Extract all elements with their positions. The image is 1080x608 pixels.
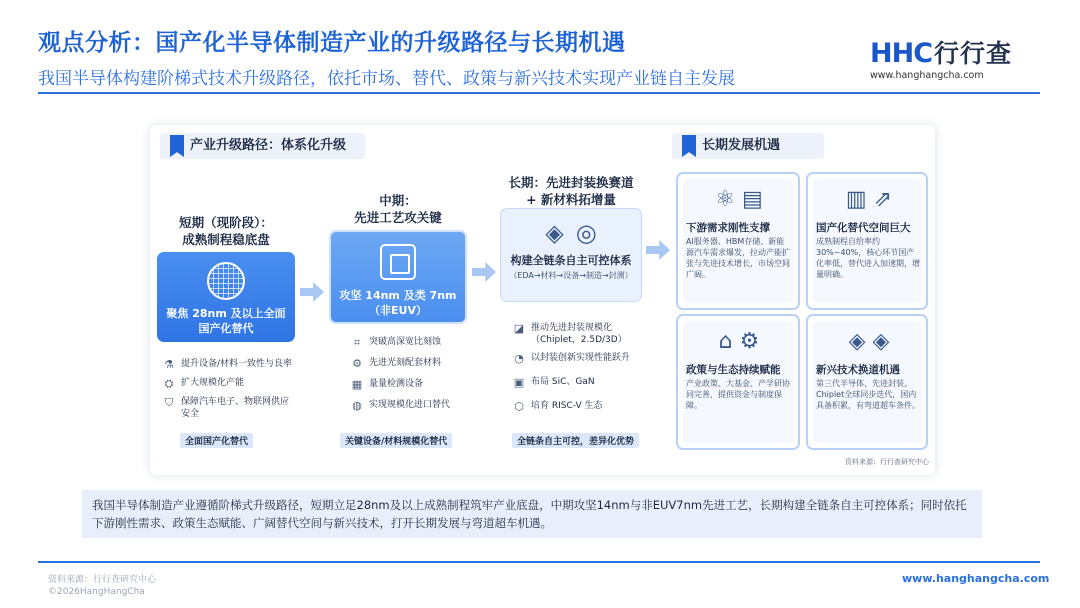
stage-short-tag: 全面国产化替代 bbox=[180, 433, 253, 448]
inspection-icon: ▦ bbox=[351, 378, 363, 391]
header-divider bbox=[38, 92, 1040, 94]
stage-short-items: ⚗ 提升设备/材料一致性与良率 ⛭ 扩大规模化产能 ⛉ 保障汽车电子、物联网供应安全 bbox=[162, 358, 297, 420]
bookmark-icon bbox=[170, 135, 184, 157]
brand-logo bbox=[870, 34, 1045, 82]
wafer-icon bbox=[207, 262, 245, 300]
ai-server-icon: ⚛ ▤ bbox=[715, 186, 763, 212]
logo-url: www.hanghangcha.com bbox=[870, 70, 984, 81]
etch-icon: ⌗ bbox=[353, 336, 361, 349]
globe-icon: ◍ bbox=[352, 399, 362, 412]
chip-stack-icon: ◈ bbox=[545, 219, 564, 247]
logo-mark: HHC bbox=[870, 38, 933, 69]
opportunity-card-substitution: ▥ ⇗ 国产化替代空间巨大 成熟制程自给率约30%~40%，核心环节国产化率低，替代进入加速期，增量明确。 bbox=[806, 172, 928, 310]
microscope-icon: ⚗ bbox=[164, 358, 174, 371]
sic-icon: ▣ bbox=[513, 376, 525, 389]
package-icon: ◪ bbox=[513, 322, 525, 335]
upgrade-path-header: 产业升级路径：体系化升级 bbox=[160, 133, 365, 159]
government-gear-icon: ⌂ ⚙ bbox=[718, 328, 760, 354]
stage-long-items: ◪ 推动先进封装规模化（Chiplet，2.5D/3D） ◔ 以封装创新实现性能跃升 ▣ 布局 SiC、GaN ⬡ 培育 RISC-V 生态 bbox=[513, 322, 631, 413]
opportunity-card-demand: ⚛ ▤ 下游需求刚性支撑 AI服务器、HBM存储、新能源汽车需求爆发，拉动产能扩张与先进技术增长，市场空间广阔。 bbox=[676, 172, 800, 310]
stage-mid-label: 中期： 先进工艺攻关键 bbox=[354, 193, 442, 225]
opportunity-card-tech: ◈ ◈ 新兴技术换道机遇 第三代半导体、先进封装、Chiplet全球同步迭代，国内具备积累，有弯道超车条件。 bbox=[806, 314, 928, 450]
factory-chart-icon: ▥ ⇗ bbox=[845, 186, 893, 212]
opportunity-card-policy: ⌂ ⚙ 政策与生态持续赋能 产业政策、大基金、产学研协同完善，提供资金与制度保障。 bbox=[676, 314, 800, 450]
expand-icon: ⛭ bbox=[164, 377, 174, 390]
footer-url[interactable]: www.hanghangcha.com bbox=[902, 572, 1050, 585]
chip-stack-icon: ◈ ◈ bbox=[848, 328, 890, 354]
stage-short-label: 短期（现阶段）： 成熟制程稳底盘 bbox=[179, 215, 273, 247]
footer-source: 资料来源：行行查研究中心 bbox=[48, 575, 157, 585]
stage-mid-items: ⌗ 突破高深宽比刻蚀 ⚙ 先进光刻配套材料 ▦ 量量检测设备 ◍ 实现规模化进口替代 bbox=[351, 336, 451, 412]
stage-long-card: ◈ ◎ 构建全链条自主可控体系 （EDA→材料→设备→制造→封测） bbox=[500, 208, 642, 302]
stage-mid-card: 攻坚 14nm 及类 7nm （非EUV） bbox=[329, 230, 467, 324]
page-subtitle: 我国半导体构建阶梯式技术升级路径，依托市场、替代、政策与新兴技术实现产业链自主发展 bbox=[38, 69, 735, 89]
summary-box: 我国半导体制造产业遵循阶梯式升级路径，短期立足28nm及以上成熟制程筑牢产业底盘，中期攻坚14nm与非EUV7nm先进工艺，长期构建全链条自主可控体系；同时依托下游刚性需求、政策生态赋能、广阔替代空间与新兴技术，打开长期发展与弯道超车机遇。 bbox=[82, 490, 982, 538]
shield-icon: ⛉ bbox=[164, 396, 174, 409]
gauge-icon: ◔ bbox=[514, 352, 524, 365]
footer-divider bbox=[38, 561, 1040, 563]
logo-cn: 行行查 bbox=[934, 39, 1013, 68]
stage-long-tag: 全链条自主可控，差异化优势 bbox=[512, 433, 639, 448]
stage-short-card: 聚焦 28nm 及以上全面国产化替代 bbox=[157, 252, 295, 342]
material-roll-icon: ◎ bbox=[575, 219, 597, 247]
chip-icon bbox=[380, 244, 416, 280]
page-title: 观点分析：国产化半导体制造产业的升级路径与长期机遇 bbox=[38, 30, 626, 56]
riscv-icon: ⬡ bbox=[514, 400, 524, 413]
stage-mid-tag: 关键设备/材料规模化替代 bbox=[340, 433, 452, 448]
opportunity-header: 长期发展机遇 bbox=[672, 133, 824, 159]
stage-long-label: 长期：先进封装换赛道 + 新材料拓增量 bbox=[508, 175, 634, 207]
lithography-icon: ⚙ bbox=[352, 357, 362, 370]
footer-copyright: ©2026HangHangCha bbox=[48, 587, 145, 597]
source-note: 资料来源：行行查研究中心 bbox=[845, 458, 929, 466]
bookmark-icon bbox=[682, 135, 696, 157]
